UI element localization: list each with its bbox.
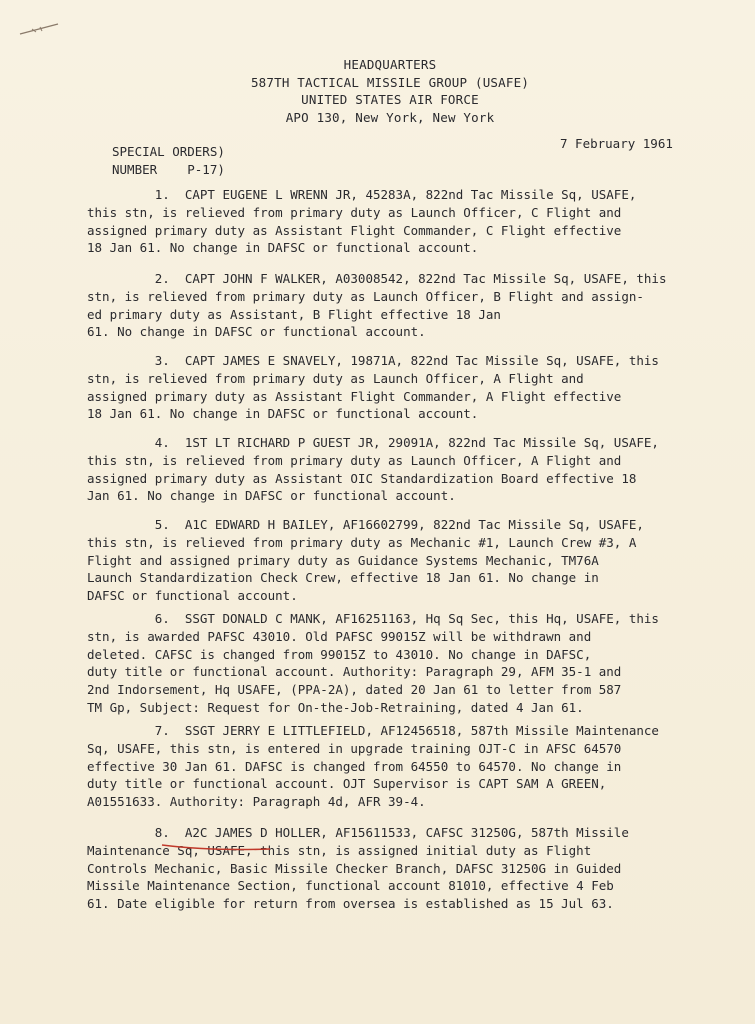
text-line: 4. 1ST LT RICHARD P GUEST JR, 29091A, 822nd Tac Missile Sq, USAFE,	[87, 435, 659, 450]
special-orders-line: SPECIAL ORDERS)	[112, 144, 225, 159]
paragraph-7	[87, 722, 707, 811]
text-line: Jan 61. No change in DAFSC or functional account.	[87, 488, 456, 504]
text-line: Controls Mechanic, Basic Missile Checker Branch, DAFSC 31250G in Guided	[87, 860, 622, 876]
paragraph-3	[87, 352, 707, 423]
paragraph-1	[87, 186, 707, 257]
text-line: Launch Standardization Check Crew, effective 18 Jan 61. No change in	[87, 570, 599, 586]
text-line: assigned primary duty as Assistant Flight Commander, A Flight effective	[87, 388, 622, 404]
paragraph-5	[87, 516, 707, 605]
text-line: stn, is relieved from primary duty as Launch Officer, A Flight and	[87, 370, 584, 386]
text-line: this stn, is relieved from primary duty as Launch Officer, C Flight and	[87, 204, 622, 220]
letterhead	[200, 56, 580, 126]
text-line: Sq, USAFE, this stn, is entered in upgrade training OJT-C in AFSC 64570	[87, 740, 622, 756]
paragraph-4	[87, 434, 707, 505]
text-line: DAFSC or functional account.	[87, 588, 298, 604]
paragraph-6	[87, 610, 707, 717]
paragraph-8	[87, 824, 707, 913]
letterhead-line: HEADQUARTERS	[343, 57, 437, 72]
text-line: A01551633. Authority: Paragraph 4d, AFR 39-4.	[87, 794, 426, 810]
text-line: duty title or functional account. OJT Supervisor is CAPT SAM A GREEN,	[87, 776, 607, 792]
text-line: assigned primary duty as Assistant OIC Standardization Board effective 18	[87, 470, 637, 486]
text-line: 1. CAPT EUGENE L WRENN JR, 45283A, 822nd Tac Missile Sq, USAFE,	[87, 187, 637, 202]
order-number-line: NUMBER P-17)	[112, 162, 225, 177]
text-line: this stn, is relieved from primary duty as Mechanic #1, Launch Crew #3, A	[87, 534, 637, 550]
text-line: 2nd Indorsement, Hq USAFE, (PPA-2A), dated 20 Jan 61 to letter from 587	[87, 682, 622, 698]
text-line: deleted. CAFSC is changed from 99015Z to 43010. No change in DAFSC,	[87, 646, 592, 662]
text-line: 2. CAPT JOHN F WALKER, A03008542, 822nd Tac Missile Sq, USAFE, this	[87, 271, 667, 286]
letterhead-line: UNITED STATES AIR FORCE	[301, 92, 479, 107]
text-line: Flight and assigned primary duty as Guidance Systems Mechanic, TM76A	[87, 552, 599, 568]
letterhead-line: APO 130, New York, New York	[285, 109, 495, 125]
pencil-mark	[18, 20, 60, 38]
text-line: 8. A2C JAMES D HOLLER, AF15611533, CAFSC 31250G, 587th Missile	[87, 825, 629, 840]
text-line: this stn, is relieved from primary duty as Launch Officer, A Flight and	[87, 452, 622, 468]
text-line: ed primary duty as Assistant, B Flight effective 18 Jan	[87, 306, 501, 322]
text-line: 61. No change in DAFSC or functional account.	[87, 324, 426, 340]
order-date: 7 February 1961	[560, 136, 673, 151]
text-line: assigned primary duty as Assistant Flight Commander, C Flight effective	[87, 222, 622, 238]
letterhead-line: 587TH TACTICAL MISSILE GROUP (USAFE)	[250, 74, 530, 90]
text-line: stn, is relieved from primary duty as Launch Officer, B Flight and assign-	[87, 288, 644, 304]
text-line: Maintenance Sq, USAFE, this stn, is assigned initial duty as Flight	[87, 842, 592, 858]
text-line: 7. SSGT JERRY E LITTLEFIELD, AF12456518, 587th Missile Maintenance	[87, 723, 659, 738]
red-pen-underline	[160, 842, 272, 854]
text-line: stn, is awarded PAFSC 43010. Old PAFSC 99015Z will be withdrawn and	[87, 628, 592, 644]
text-line: 61. Date eligible for return from oversea is established as 15 Jul 63.	[87, 896, 614, 912]
text-line: effective 30 Jan 61. DAFSC is changed from 64550 to 64570. No change in	[87, 758, 622, 774]
text-line: 5. A1C EDWARD H BAILEY, AF16602799, 822nd Tac Missile Sq, USAFE,	[87, 517, 644, 532]
text-line: 18 Jan 61. No change in DAFSC or functional account.	[87, 240, 479, 256]
text-line: TM Gp, Subject: Request for On-the-Job-Retraining, dated 4 Jan 61.	[87, 699, 584, 715]
text-line: 3. CAPT JAMES E SNAVELY, 19871A, 822nd Tac Missile Sq, USAFE, this	[87, 353, 659, 368]
text-line: 18 Jan 61. No change in DAFSC or functional account.	[87, 406, 479, 422]
text-line: 6. SSGT DONALD C MANK, AF16251163, Hq Sq Sec, this Hq, USAFE, this	[87, 611, 659, 626]
text-line: Missile Maintenance Section, functional account 81010, effective 4 Feb	[87, 878, 614, 894]
text-line: duty title or functional account. Authority: Paragraph 29, AFM 35-1 and	[87, 664, 622, 680]
paragraph-2	[87, 270, 707, 341]
special-orders-label	[112, 143, 225, 179]
